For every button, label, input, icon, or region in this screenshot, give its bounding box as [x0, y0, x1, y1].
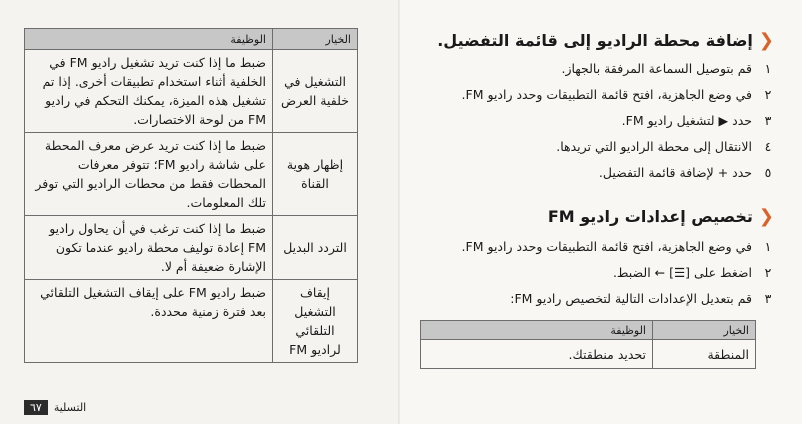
step-text: حدد + لإضافة قائمة التفضيل. [598, 165, 752, 180]
page-footer [24, 400, 86, 415]
header-function: الوظيفة [25, 29, 273, 50]
section1-heading [437, 30, 774, 51]
section1-title: إضافة محطة الراديو إلى قائمة التفضيل. [437, 31, 753, 50]
left-page [0, 0, 400, 424]
step-text: في وضع الجاهزية، افتح قائمة التطبيقات وحدد راديو FM. [461, 87, 752, 102]
list-item [434, 134, 774, 160]
list-item [434, 56, 774, 82]
list-item [434, 260, 774, 286]
row-option: إيقاف التشغيل التلقائي لراديو FM [273, 280, 358, 363]
table-row [25, 216, 358, 280]
section1-steps [434, 56, 774, 186]
header-option: الخيار [653, 321, 756, 340]
settings-table [24, 28, 358, 363]
section2-heading [548, 206, 774, 227]
step-number: ٢ [764, 265, 772, 280]
header-option: الخيار [273, 29, 358, 50]
section-label: التسلية [53, 401, 87, 414]
step-text: قم بتوصيل السماعة المرفقة بالجهاز. [561, 61, 752, 76]
table-row [25, 280, 358, 363]
table-header-row [421, 321, 756, 340]
chevron-left-icon: ❮ [758, 206, 774, 227]
table-header-row [25, 29, 358, 50]
row-function: تحديد منطقتك. [421, 340, 653, 369]
row-option: التردد البديل [273, 216, 358, 280]
header-function: الوظيفة [421, 321, 653, 340]
step-number: ٣ [764, 113, 772, 128]
step-number: ١ [764, 239, 772, 254]
table-row [25, 133, 358, 216]
section2-title: تخصيص إعدادات راديو FM [547, 207, 753, 226]
row-function: ضبط ما إذا كنت تريد تشغيل راديو FM في الخلفية أثناء استخدام تطبيقات أخرى. إذا تم تشغيل هذه الميزة، يمكنك التحكم في راديو FM من لوحة الاختصارات. [25, 50, 273, 133]
step-text: في وضع الجاهزية، افتح قائمة التطبيقات وحدد راديو FM. [461, 239, 752, 254]
section2-steps [434, 234, 774, 312]
row-function: ضبط ما إذا كنت تريد عرض معرف المحطة على شاشة راديو FM؛ تتوفر معرفات المحطات فقط من محطات الراديو التي توفر تلك المعلومات. [25, 133, 273, 216]
list-item [434, 234, 774, 260]
step-text: الانتقال إلى محطة الراديو التي تريدها. [556, 139, 752, 154]
step-text: حدد ▶ لتشغيل راديو FM. [621, 113, 752, 128]
row-option: التشغيل في خلفية العرض [273, 50, 358, 133]
region-table [420, 320, 756, 369]
row-option: إظهار هوية القناة [273, 133, 358, 216]
list-item [434, 160, 774, 186]
table-row [421, 340, 756, 369]
row-function: ضبط ما إذا كنت ترغب في أن يحاول راديو FM إعادة توليف محطة راديو عندما تكون الإشارة ضعيفة أم لا. [25, 216, 273, 280]
chevron-left-icon: ❮ [758, 30, 774, 51]
row-option: المنطقة [653, 340, 756, 369]
row-function: ضبط راديو FM على إيقاف التشغيل التلقائي بعد فترة زمنية محددة. [25, 280, 273, 363]
step-number: ٤ [764, 139, 772, 154]
list-item [434, 286, 774, 312]
list-item [434, 108, 774, 134]
step-number: ٢ [764, 87, 772, 102]
step-text: قم بتعديل الإعدادات التالية لتخصيص راديو FM: [510, 291, 752, 306]
step-text: اضغط على [☰] ← الضبط. [612, 265, 752, 280]
step-number: ٣ [764, 291, 772, 306]
page-number: ٦٧ [24, 400, 48, 415]
list-item [434, 82, 774, 108]
step-number: ١ [764, 61, 772, 76]
table-row [25, 50, 358, 133]
step-number: ٥ [764, 165, 772, 180]
